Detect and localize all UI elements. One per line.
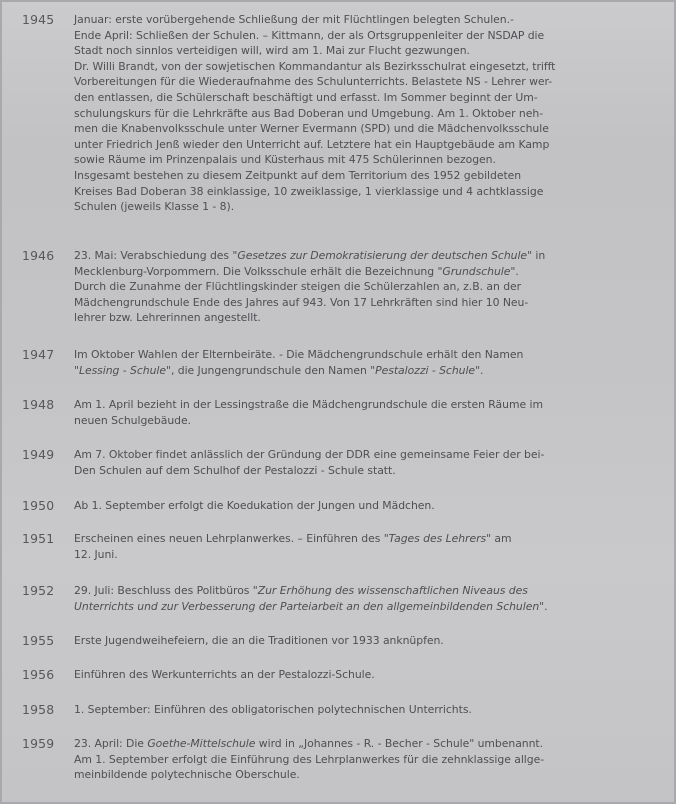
text-line: neuen Schulgebäude. [74, 413, 192, 427]
entry-text [74, 633, 662, 649]
text-line: 23. April: Die Goethe-Mittelschule wird in „Johannes - R. - Becher - Schule" umbenannt. [74, 737, 544, 750]
entry-year: 1955 [22, 633, 55, 648]
text-line: Mecklenburg-Vorpommern. Die Volksschule erhält die Bezeichnung "Grundschule". [74, 264, 519, 278]
text-line: Durch die Zunahme der Flüchtlingskinder steigen die Schülerzahlen an, z.B. an der [74, 280, 522, 294]
text-line: Stadt noch sinnlos verteidigen will, wird am 1. Mai zur Flucht gezwungen. [74, 44, 470, 58]
text-line: Im Oktober Wahlen der Elternbeiräte. - Die Mädchengrundschule erhält den Namen [74, 348, 524, 361]
text-line: lehrer bzw. Lehrerinnen angestellt. [74, 311, 261, 325]
text-line: "Lessing - Schule", die Jungengrundschule den Namen "Pestalozzi - Schule". [74, 363, 484, 377]
entry-year: 1949 [22, 447, 55, 462]
entry-year: 1959 [22, 736, 55, 751]
text-line: 1. September: Einführen des obligatorischen polytechnischen Unterrichts. [74, 703, 472, 716]
text-line: Mädchengrundschule Ende des Jahres auf 943. Von 17 Lehrkräften sind hier 10 Neu- [74, 295, 529, 309]
entry-year: 1948 [22, 397, 55, 412]
text-line: Januar: erste vorübergehende Schließung der mit Flüchtlingen belegten Schulen.- [74, 13, 514, 26]
text-line: unter Friedrich Jenß wieder den Unterricht auf. Letztere hat ein Hauptgebäude am Kamp [74, 137, 550, 151]
text-line: Den Schulen auf dem Schulhof der Pestalozzi - Schule statt. [74, 463, 396, 477]
entry-text [74, 736, 662, 783]
entry-text [74, 248, 662, 326]
text-line: Am 1. September erfolgt die Einführung des Lehrplanwerkes für die zehnklassige allge- [74, 752, 545, 766]
text-line: Am 7. Oktober findet anlässlich der Gründung der DDR eine gemeinsame Feier der bei- [74, 448, 545, 461]
entry-text [74, 447, 662, 478]
entry-year: 1946 [22, 248, 55, 263]
text-line: sowie Räume im Prinzenpalais und Küsterhaus mit 475 Schülerinnen bezogen. [74, 153, 496, 167]
entry-year: 1947 [22, 347, 55, 362]
entry-text [74, 397, 662, 428]
entry-year: 1956 [22, 667, 55, 682]
text-line: Erste Jugendweihefeiern, die an die Traditionen vor 1933 anknüpfen. [74, 634, 444, 647]
entry-year: 1951 [22, 531, 55, 546]
entry-text [74, 12, 662, 215]
entry-text [74, 702, 662, 718]
text-line: Am 1. April bezieht in der Lessingstraße die Mädchengrundschule die ersten Räume im [74, 398, 543, 411]
text-line: Erscheinen eines neuen Lehrplanwerkes. – Einführen des "Tages des Lehrers" am [74, 532, 512, 545]
text-line: 29. Juli: Beschluss des Politbüros "Zur Erhöhung des wissenschaftlichen Niveaus des [74, 584, 528, 597]
text-line: 23. Mai: Verabschiedung des "Gesetzes zur Demokratisierung der deutschen Schule" in [74, 249, 546, 262]
entry-year: 1952 [22, 583, 55, 598]
text-line: meinbildende polytechnische Oberschule. [74, 768, 300, 782]
text-line: Einführen des Werkunterrichts an der Pestalozzi-Schule. [74, 668, 375, 681]
entry-text [74, 583, 662, 614]
text-line: 12. Juni. [74, 547, 118, 561]
entry-year: 1945 [22, 12, 55, 27]
text-line: Ab 1. September erfolgt die Koedukation der Jungen und Mädchen. [74, 499, 435, 512]
text-line: schulungskurs für die Lehrkräfte aus Bad Doberan und Umgebung. Am 1. Oktober neh- [74, 106, 544, 120]
text-line: Unterrichts und zur Verbesserung der Parteiarbeit an den allgemeinbildenden Schulen". [74, 599, 548, 613]
entry-text [74, 498, 662, 514]
text-line: Insgesamt bestehen zu diesem Zeitpunkt auf dem Territorium des 1952 gebildeten [74, 168, 522, 182]
text-line: Kreises Bad Doberan 38 einklassige, 10 zweiklassige, 1 vierklassige und 4 achtklassige [74, 184, 544, 198]
text-line: Vorbereitungen für die Wiederaufnahme des Schulunterrichts. Belastete NS - Lehrer wer- [74, 75, 553, 89]
text-line: Ende April: Schließen der Schulen. – Kittmann, der als Ortsgruppenleiter der NSDAP die [74, 28, 545, 42]
entry-text [74, 667, 662, 683]
text-line: men die Knabenvolksschule unter Werner Evermann (SPD) und die Mädchenvolksschule [74, 122, 549, 136]
entry-year: 1950 [22, 498, 55, 513]
entry-text [74, 531, 662, 562]
text-line: Dr. Willi Brandt, von der sowjetischen Kommandantur als Bezirksschulrat eingesetzt, trifft [74, 59, 556, 73]
entry-year: 1958 [22, 702, 55, 717]
text-line: den entlassen, die Schülerschaft beschäftigt und erfasst. Im Sommer beginnt der Um- [74, 90, 538, 104]
text-line: Schulen (jeweils Klasse 1 - 8). [74, 200, 235, 214]
entry-text [74, 347, 662, 378]
